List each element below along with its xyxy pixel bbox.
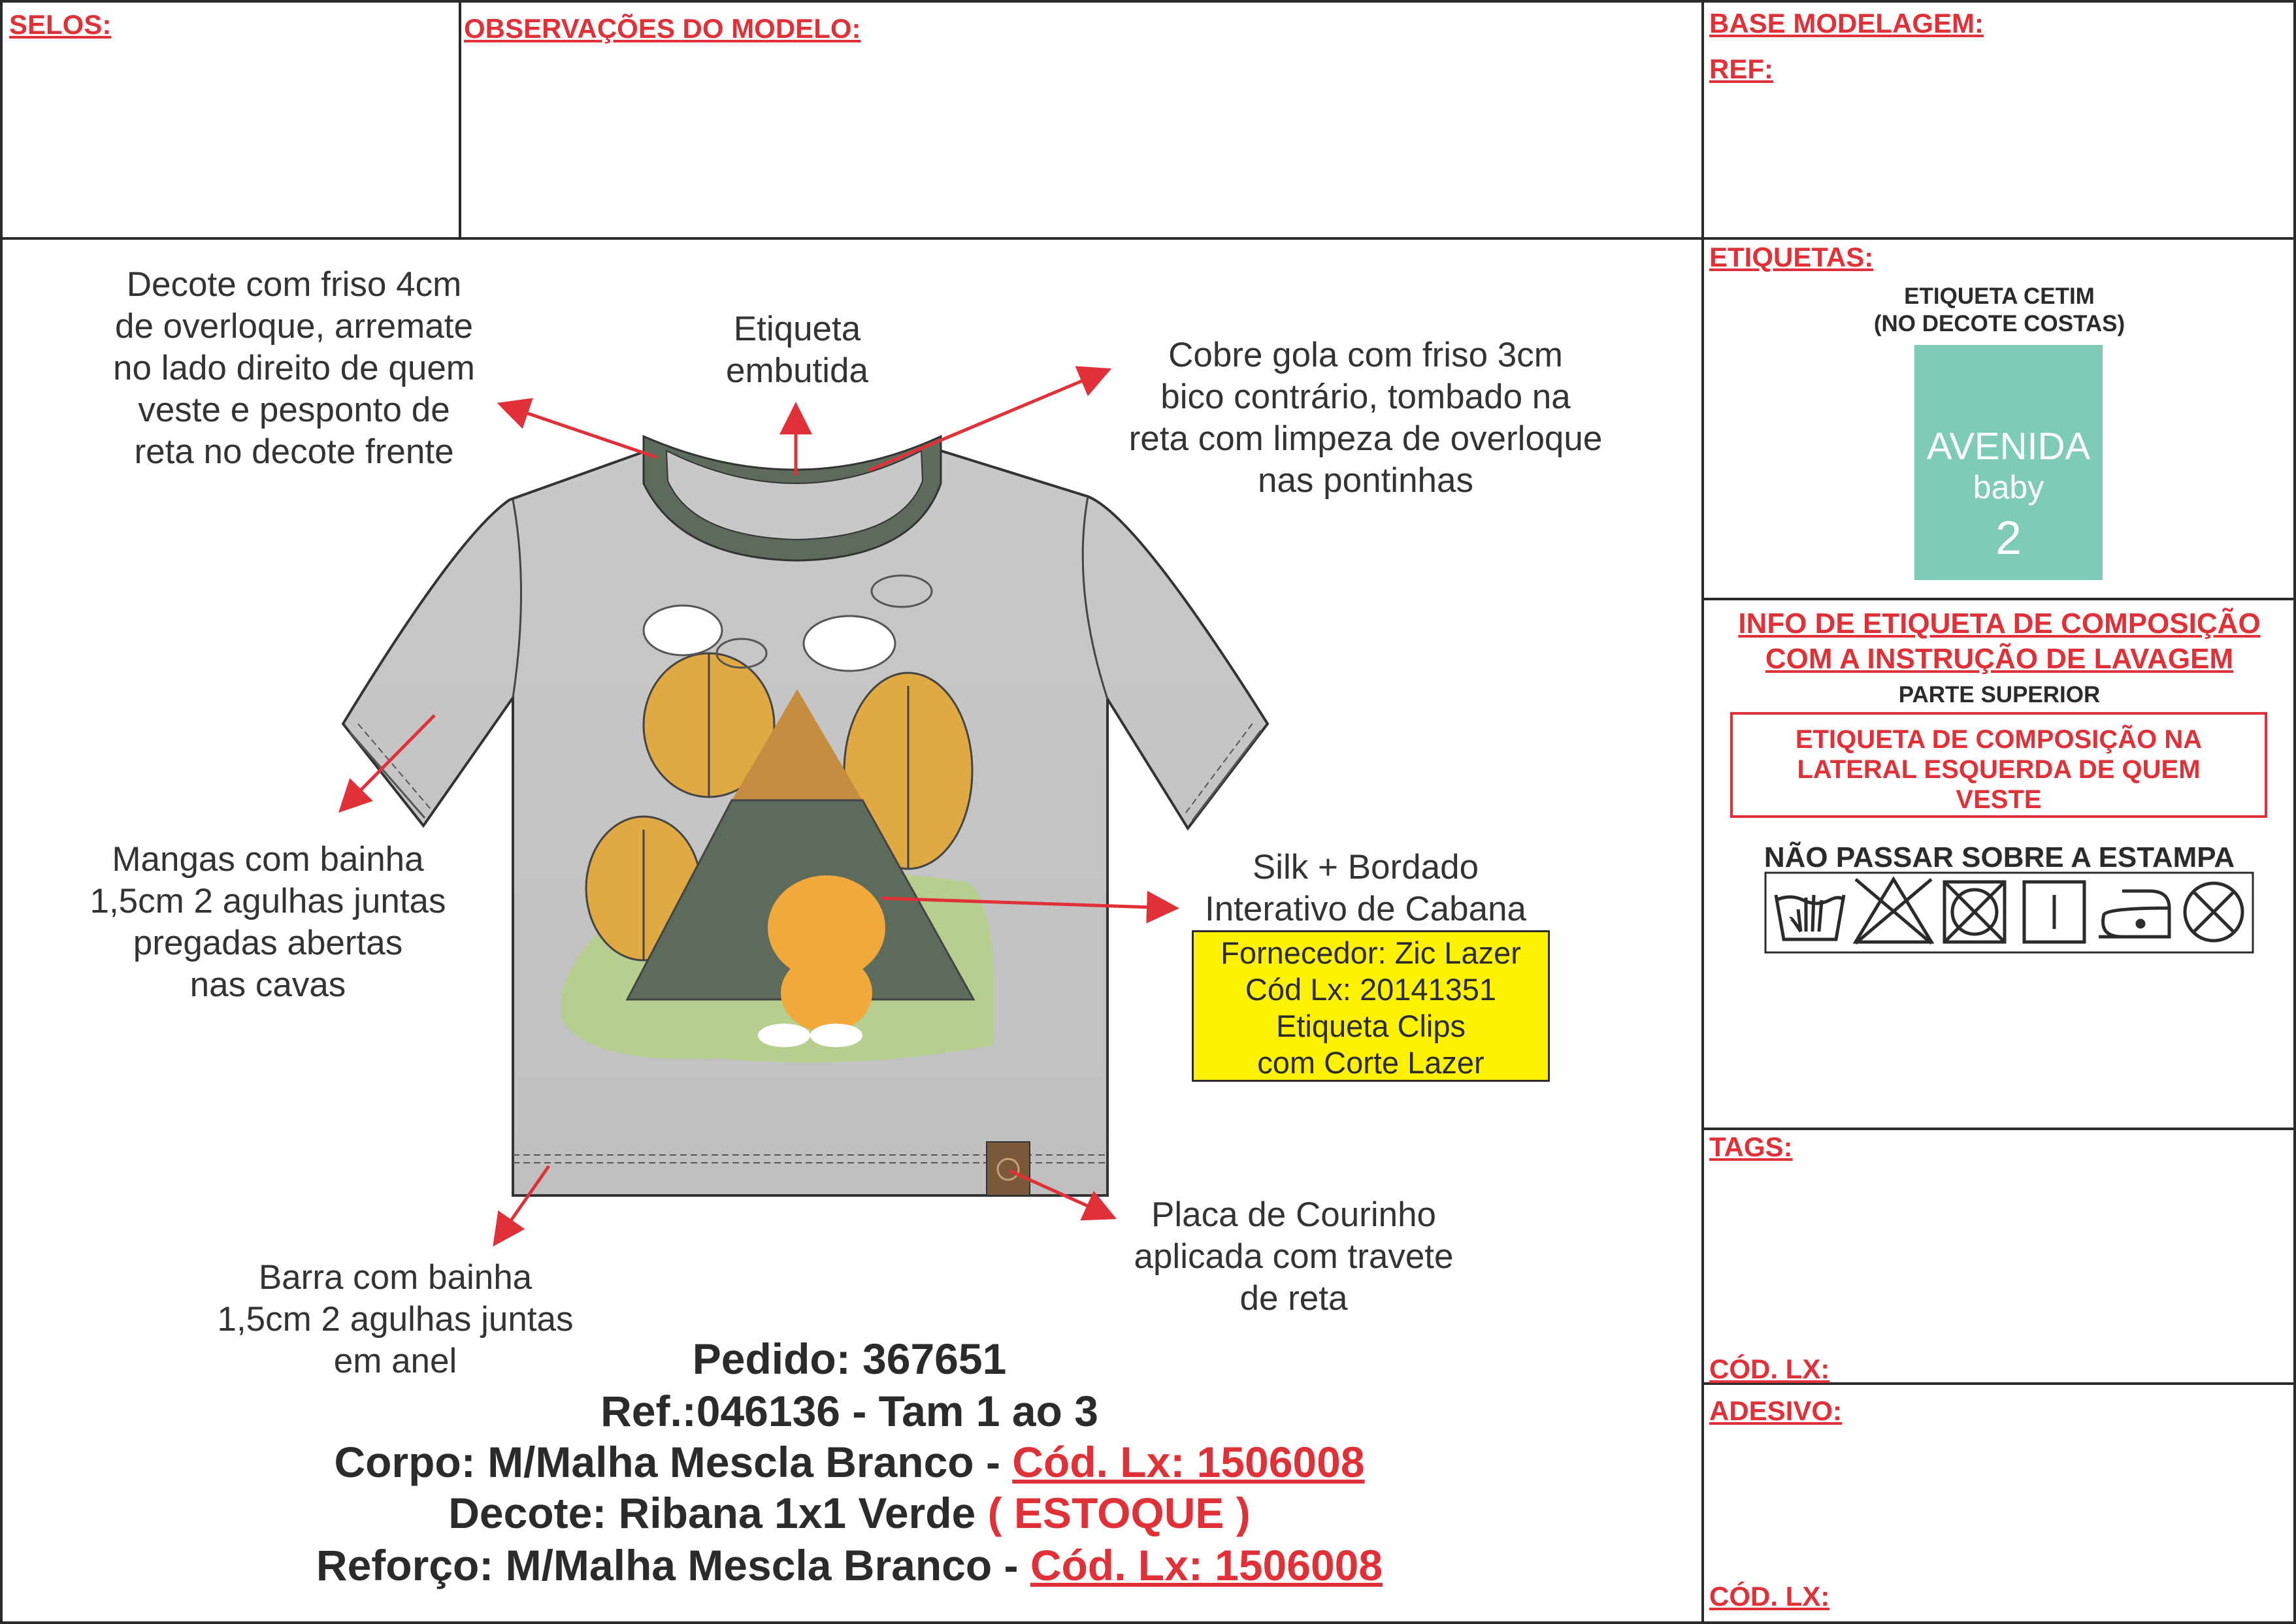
spec-pedido: Pedido: 367651 xyxy=(692,1335,1007,1383)
ref-label: REF: xyxy=(1709,54,1773,84)
etiqueta-cetim-line2: (NO DECOTE COSTAS) xyxy=(1873,311,2125,336)
note-silk: Silk + Bordado Interativo de Cabana xyxy=(1204,848,1527,928)
spec-reforco-code: Cód. Lx: 1506008 xyxy=(1030,1541,1383,1589)
brand-line2: baby xyxy=(1973,469,2044,506)
spec-corpo-prefix: Corpo: M/Malha Mescla Branco - xyxy=(334,1438,1013,1486)
tags-cod-label: CÓD. LX: xyxy=(1709,1354,1830,1384)
nao-passar-label: NÃO PASSAR SOBRE A ESTAMPA xyxy=(1763,841,2235,873)
adesivo-label: ADESIVO: xyxy=(1709,1395,1843,1426)
etiqueta-cetim-line1: ETIQUETA CETIM xyxy=(1904,284,2095,309)
spec-decote-prefix: Decote: Ribana 1x1 Verde xyxy=(448,1489,988,1537)
note-gola: Cobre gola com friso 3cm bico contrário, tombado na reta com limpeza de overloque nas pontinhas xyxy=(1128,336,1603,500)
composicao-title-line1: INFO DE ETIQUETA DE COMPOSIÇÃO xyxy=(1738,608,2261,640)
brand-line1: AVENIDA xyxy=(1926,425,2091,468)
parte-superior-label: PARTE SUPERIOR xyxy=(1898,682,2101,707)
spec-reforco-prefix: Reforço: M/Malha Mescla Branco - xyxy=(316,1541,1030,1589)
composicao-box-line1: ETIQUETA DE COMPOSIÇÃO NA xyxy=(1795,725,2203,754)
fornecedor-box: Fornecedor: Zic Lazer Cód Lx: 20141351 Etiqueta Clips com Corte Lazer xyxy=(1192,930,1550,1082)
etiquetas-label: ETIQUETAS: xyxy=(1709,242,1874,272)
spec-corpo xyxy=(0,1437,1699,1487)
brand-line3: 2 xyxy=(1995,512,2022,564)
note-placa: Placa de Courinho aplicada com travete de reta xyxy=(1134,1195,1454,1318)
spec-ref: Ref.:046136 - Tam 1 ao 3 xyxy=(600,1387,1098,1435)
base-modelagem-label: BASE MODELAGEM: xyxy=(1709,8,1984,39)
note-barra: Barra com bainha 1,5cm 2 agulhas juntas em anel xyxy=(217,1258,574,1380)
spec-decote-status: ( ESTOQUE ) xyxy=(987,1489,1251,1537)
composicao-title-line2: COM A INSTRUÇÃO DE LAVAGEM xyxy=(1765,643,2234,675)
note-decote: Decote com friso 4cm de overloque, arremate no lado direito de quem veste e pesponto de reta no decote frente xyxy=(113,265,475,471)
selos-label: SELOS: xyxy=(9,9,112,40)
tags-label: TAGS: xyxy=(1709,1131,1793,1162)
spec-decote xyxy=(0,1488,1699,1538)
note-etiqueta: Etiqueta embutida xyxy=(725,310,869,390)
composicao-box-line2: LATERAL ESQUERDA DE QUEM xyxy=(1797,755,2201,784)
composicao-box-line3: VESTE xyxy=(1956,785,2042,814)
adesivo-cod-label: CÓD. LX: xyxy=(1709,1581,1830,1612)
spec-corpo-code: Cód. Lx: 1506008 xyxy=(1012,1438,1365,1486)
note-mangas: Mangas com bainha 1,5cm 2 agulhas juntas pregadas abertas nas cavas xyxy=(90,840,446,1004)
spec-reforco xyxy=(0,1540,1699,1590)
observacoes-label: OBSERVAÇÕES DO MODELO: xyxy=(464,13,861,44)
